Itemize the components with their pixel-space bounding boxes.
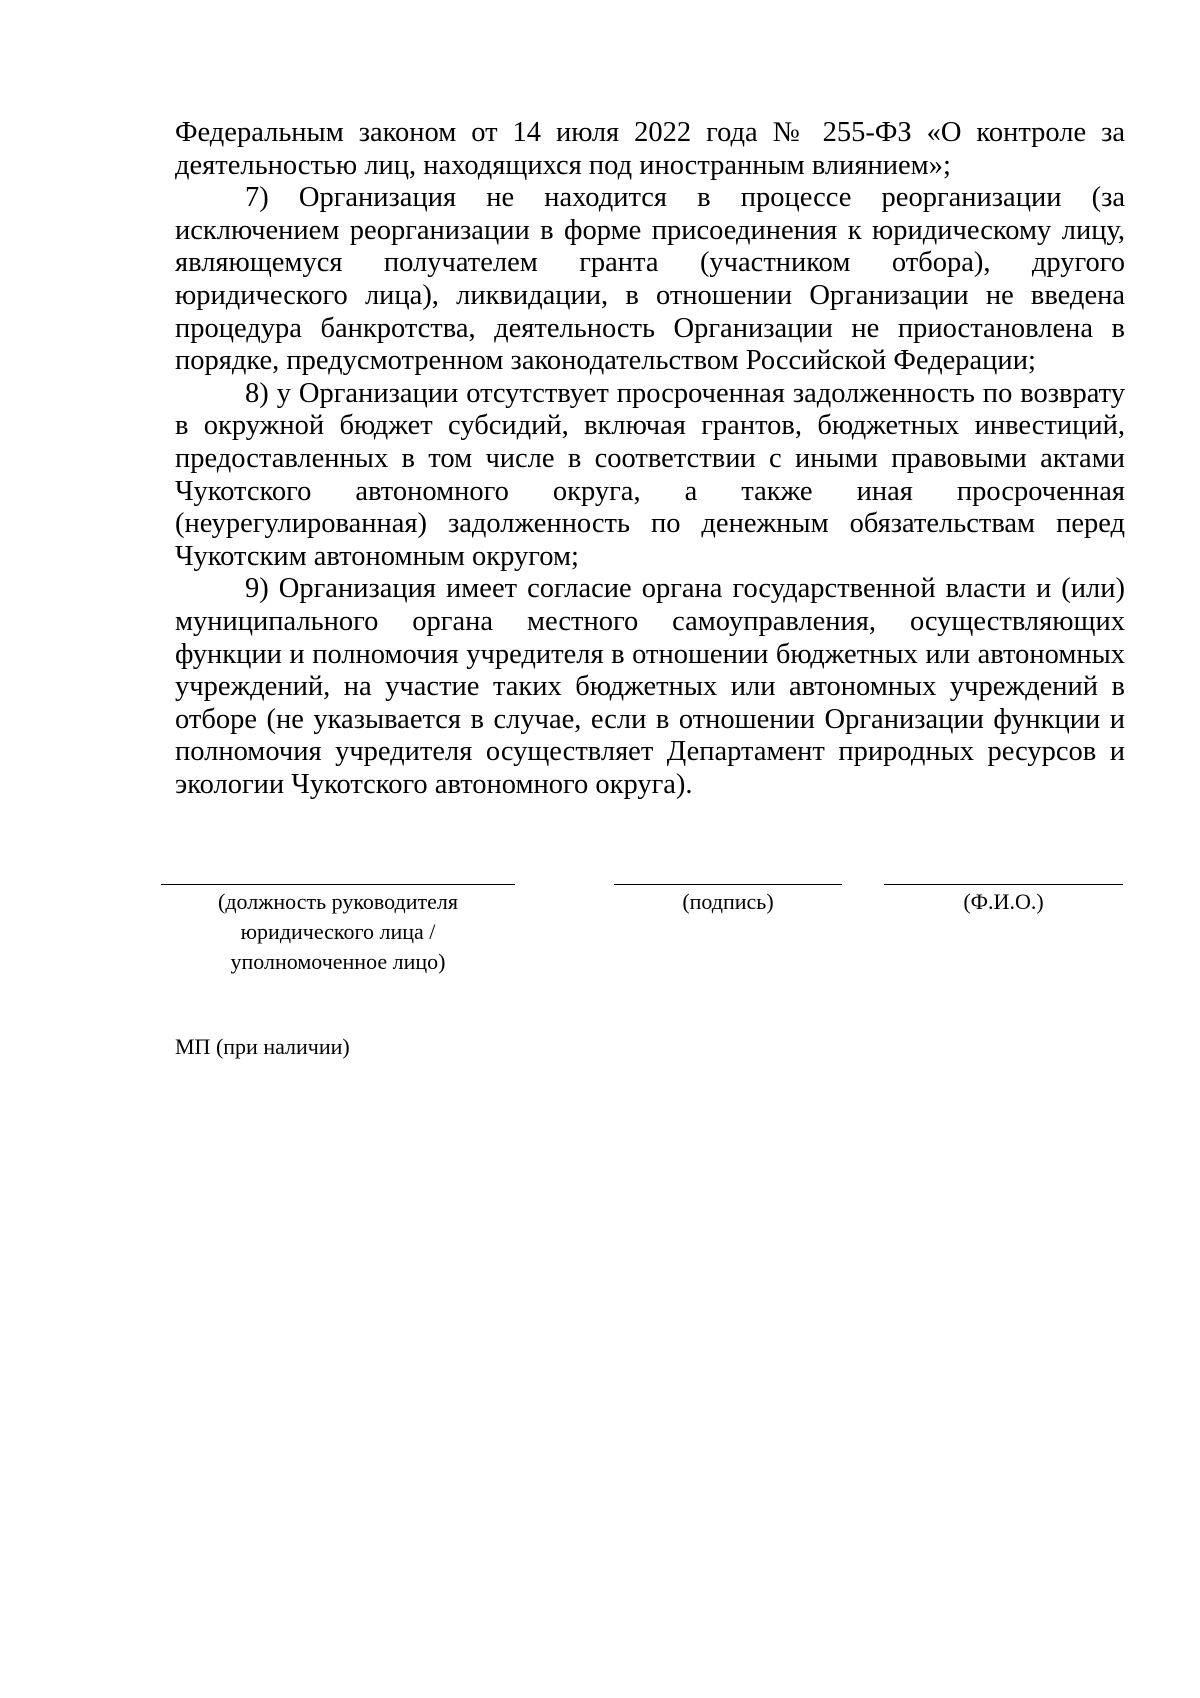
name-field bbox=[884, 884, 1123, 917]
signature-caption: (подпись) bbox=[682, 889, 774, 914]
signature-line bbox=[614, 884, 842, 885]
signature-block bbox=[0, 884, 1200, 1004]
paragraph-item-7: 7) Организация не находится в процессе реорганизации (за исключением реорганизации в форме присоединения к юридическому лицу, являющемуся получателем гранта (участником отбора), другого юридического лица), ликвидации, в отношении Организации не введена процедура банкротства, деятельность Организации не приостановлена в порядке, предусмотренном законодательством Российской Федерации; bbox=[175, 182, 1125, 377]
paragraph-item-8: 8) у Организации отсутствует просроченная задолженность по возврату в окружной бюджет субсидий, включая грантов, бюджетных инвестиций, предоставленных в том числе в соответствии с иными правовыми актами Чукотского автономного округа, а также иная просроченная (неурегулированная) задолженность по денежным обязательствам перед Чукотским автономным округом; bbox=[175, 377, 1125, 572]
paragraph-item-9: 9) Организация имеет согласие органа государственной власти и (или) муниципального органа местного самоуправления, осуществляющих функции и полномочия учредителя в отношении бюджетных или автономных учреждений, на участие таких бюджетных или автономных учреждений в отборе (не указывается в случае, если в отношении Организации функции и полномочия учредителя осуществляет Департамент природных ресурсов и экологии Чукотского автономного округа). bbox=[175, 573, 1125, 800]
paragraph-continuation: Федеральным законом от 14 июля 2022 года № 255-ФЗ «О контроле за деятельностью лиц, находящихся под иностранным влиянием»; bbox=[175, 117, 1125, 181]
position-field bbox=[161, 884, 515, 977]
position-line bbox=[161, 884, 515, 885]
position-caption: (должность руководителя юридического лица / уполномоченное лицо) bbox=[218, 889, 458, 974]
name-caption: (Ф.И.О.) bbox=[963, 889, 1044, 914]
document-body bbox=[175, 117, 1125, 801]
stamp-note: МП (при наличии) bbox=[175, 1034, 350, 1059]
name-line bbox=[884, 884, 1123, 885]
signature-field bbox=[614, 884, 842, 917]
